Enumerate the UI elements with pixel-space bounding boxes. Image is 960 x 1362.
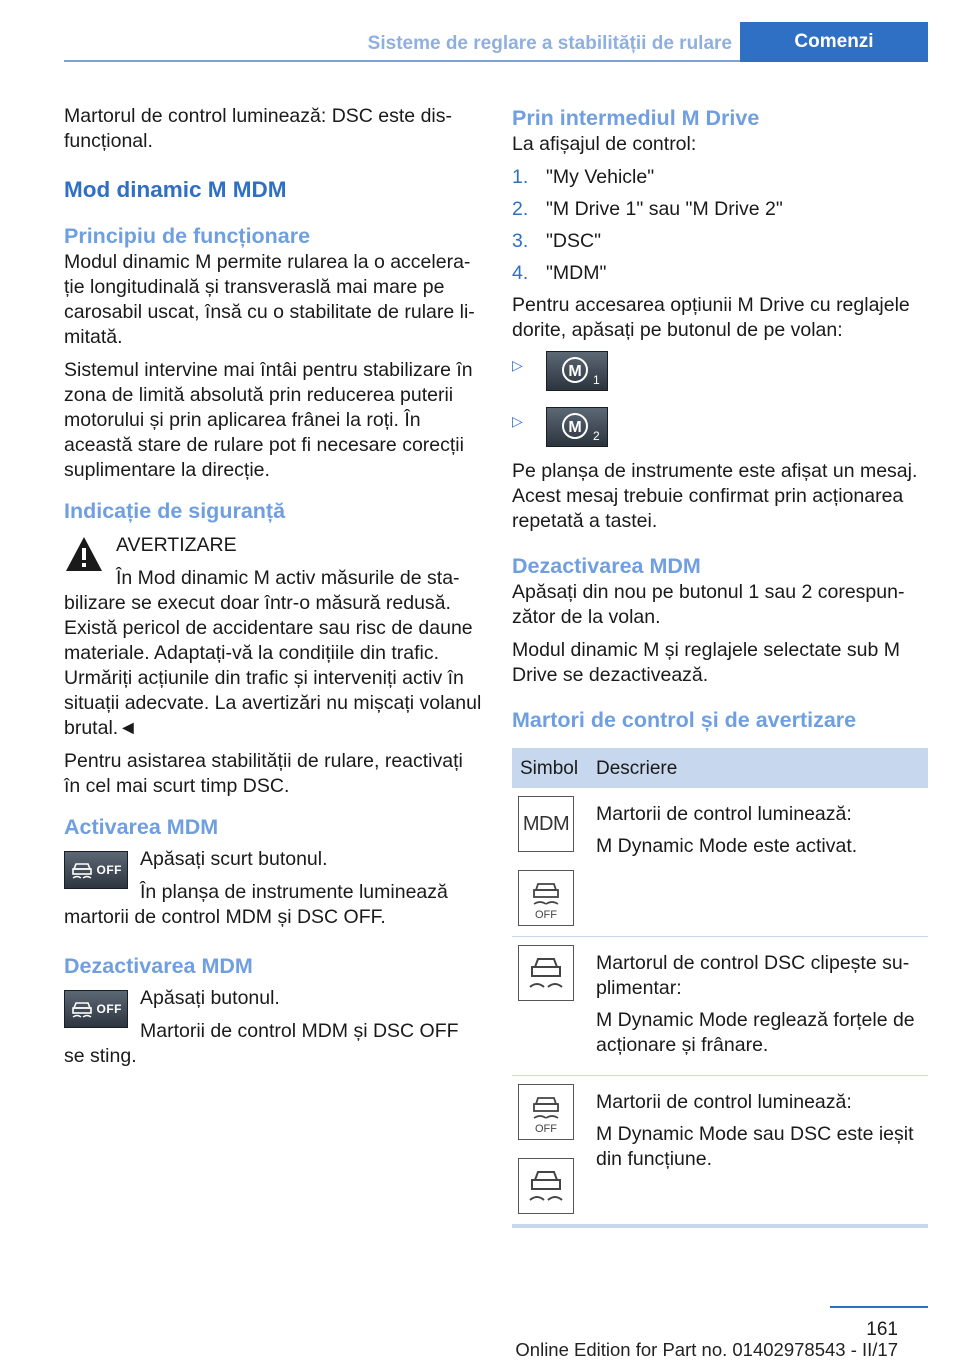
heading-indicator-lights: Martori de control și de avertizare [512,708,857,732]
list-item: 1. "My Vehicle" [512,166,655,188]
heading-safety: Indicație de siguranță [64,499,286,523]
column-header-description: Descriere [596,757,678,779]
warning-title: AVERTIZARE [116,534,237,556]
page-header [64,0,928,62]
heading-activate: Activarea MDM [64,815,219,839]
svg-text:M: M [568,419,582,436]
svg-text:1: 1 [593,373,600,387]
bullet-triangle-icon: ▷ [512,357,523,373]
intro-text: Martorul de control luminează: DSC este disfuncțional. [64,105,452,152]
page-number: 161 [866,1319,898,1340]
edition-text: Online Edition for Part no. 01402978543 - II/17 [515,1339,898,1360]
warning-triangle-icon [64,535,104,573]
indicator-table [512,748,928,1228]
heading-mdm: Mod dinamic M MDM [64,177,287,202]
principle-p1: Modul dinamic M permite rularea la o accelerație longitudinală și transveraslă mai mare pe carosabil uscat, însă cu o stabilitate de rulare limitată. [64,251,475,348]
warning-block [64,533,482,741]
row1-line2: M Dynamic Mode este activat. [596,835,858,857]
dsc-off-button-icon: OFF [64,851,128,889]
heading-principle: Principiu de funcționare [64,224,311,248]
deact-right-1: Apăsați din nou pe butonul 1 sau 2 corespunzător de la volan. [512,581,905,628]
steps-list [512,165,928,286]
bullet-triangle-icon: ▷ [512,413,523,429]
heading-deactivate: Dezactivarea MDM [64,954,253,978]
table-row [512,788,928,937]
deact-right-2: Modul dinamic M și reglajele selectate sub M Drive se dezactivează. [512,639,901,686]
table-row [512,1076,928,1224]
dsc-indicator-icon [518,1158,574,1214]
message-text: Pe planșa de instrumente este afișat un mesaj. Acest mesaj trebuie confirmat prin acționarea repetată a tastei. [512,460,918,532]
deactivate-step2: Martorii de control MDM și DSC OFF se sting. [64,1020,459,1067]
m1-row [512,351,928,403]
dsc-off-indicator-icon [518,1084,574,1140]
heading-deactivate-right: Dezactivarea MDM [512,554,701,578]
svg-text:OFF: OFF [535,909,557,921]
activate-block [64,847,482,930]
principle-p2: Sistemul intervine mai întâi pentru stabilizare în zona de limită absolută prin reducerea puterii motorului și prin aplicarea frânei la roți. În această stare de rulare pot fi necesare corecții suplimentare la direcție. [64,359,473,481]
activate-step1: Apăsați scurt butonul. [140,848,328,870]
row2-line1: Martorul de control DSC clipește suplimentar: [596,952,910,999]
chapter-tab[interactable]: Comenzi [740,22,928,62]
svg-text:M: M [568,363,582,380]
m2-row [512,407,928,459]
deactivate-step1: Apăsați butonul. [140,987,280,1009]
activate-step2: În planșa de instrumente luminează martorii de control MDM și DSC OFF. [64,881,448,928]
reactivate-text: Pentru asistarea stabilității de rulare, reactivați în cel mai scurt timp DSC. [64,750,463,797]
column-header-symbol: Simbol [520,757,579,779]
list-item: 2. "M Drive 1" sau "M Drive 2" [512,198,783,220]
row3-line1: Martorii de control luminează: [596,1091,852,1113]
svg-text:2: 2 [593,429,600,443]
right-column [512,104,928,1228]
section-title: Sisteme de reglare a stabilității de rulare [367,33,732,54]
row1-line1: Martorii de control luminează: [596,803,852,825]
display-text: La afișajul de control: [512,133,697,155]
mdm-indicator-icon: MDM [518,796,574,852]
warning-text: În Mod dinamic M activ măsurile de stabilizare se execut doar într-o măsură redusă. Există pericol de accidentare sau risc de daune materiale. Adaptați-vă la condițiile din trafic. Urmăriți acțiunile din trafic și interveniți activ în situații adecvate. La avertizări nu mișcați volanul brutal.◄ [64,567,482,739]
row3-line2: M Dynamic Mode sau DSC este ieșit din funcțiune. [596,1123,914,1170]
heading-mdrive: Prin intermediul M Drive [512,106,760,130]
access-text: Pentru accesarea opțiunii M Drive cu reglajele dorite, apăsați pe butonul de pe volan: [512,294,910,341]
left-column [64,104,482,1077]
dsc-off-indicator-icon [518,870,574,926]
deactivate-block [64,986,482,1069]
m2-button-icon [546,407,608,447]
dsc-indicator-icon [518,945,574,1001]
list-item: 3. "DSC" [512,230,602,252]
row2-line2: M Dynamic Mode reglează forțele de acționare și frânare. [596,1009,915,1056]
dsc-off-button-icon: OFF [64,990,128,1028]
m1-button-icon [546,351,608,391]
footer-rule [830,1306,928,1308]
list-item: 4. "MDM" [512,262,607,284]
table-row [512,937,928,1076]
svg-text:OFF: OFF [535,1123,557,1135]
table-header [512,748,928,788]
